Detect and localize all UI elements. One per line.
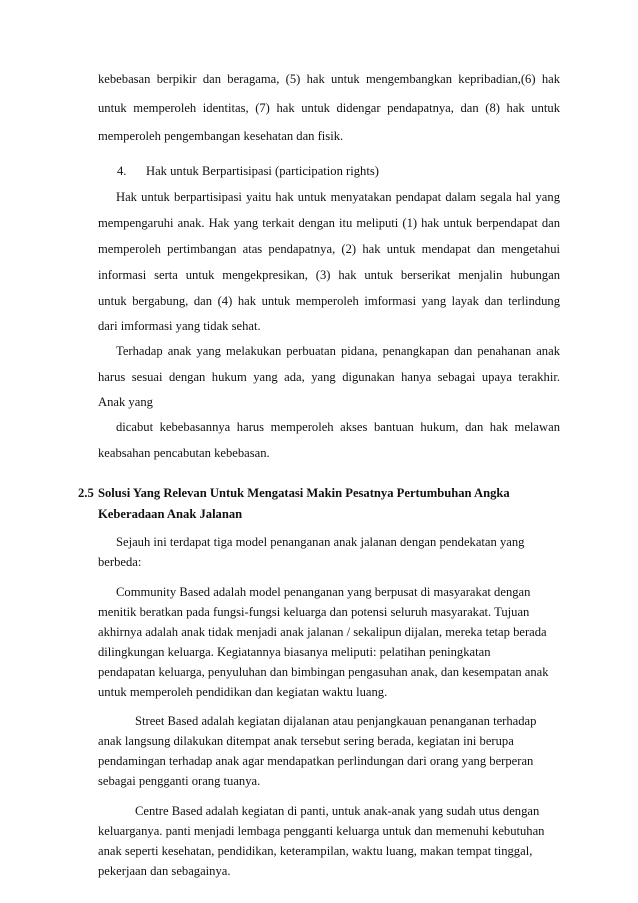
community-line-3: akhirnya adalah anak tidak menjadi anak jalanan / sekalipun dijalan, mereka tetap berada: [98, 625, 547, 639]
section-title-line-1: Solusi Yang Relevan Untuk Mengatasi Makin Pesatnya Pertumbuhan Angka: [98, 486, 510, 500]
top-paragraph-line-3: memperoleh pengembangan kesehatan dan fisik.: [98, 129, 344, 143]
participation-line-6: dari imformasi yang tidak sehat.: [98, 319, 261, 333]
centre-line-3: anak seperti kesehatan, pendidikan, keterampilan, waktu luang, makan tempat tinggal,: [98, 844, 533, 858]
community-line-1: Community Based adalah model penanganan yang berpusat di masyarakat dengan: [116, 585, 531, 599]
intro-line-2: berbeda:: [98, 555, 142, 569]
section-title-line-2: Keberadaan Anak Jalanan: [98, 507, 243, 521]
centre-line-2: keluarganya. panti menjadi lembaga pengganti keluarga untuk dan memenuhi kebutuhan: [98, 824, 545, 838]
section-number: 2.5: [78, 486, 94, 500]
community-line-4: dilingkungan keluarga. Kegiatannya biasanya meliputi: pelatihan peningkatan: [98, 645, 491, 659]
pidana-line-3: Anak yang: [98, 395, 153, 409]
top-paragraph-line-2: untuk memperoleh identitas, (7) hak untuk didengar pendapatnya, dan (8) hak untuk: [98, 101, 560, 115]
street-line-4: sebagai pengganti orang tuanya.: [98, 774, 261, 788]
list-item-number: 4.: [117, 164, 127, 178]
participation-line-3: memperoleh pertimbangan atas pendapatnya, (2) hak untuk mendapat dan mengetahui: [98, 242, 560, 256]
centre-line-4: pekerjaan dan sebagainya.: [98, 864, 231, 878]
participation-line-1: Hak untuk berpartisipasi yaitu hak untuk menyatakan pendapat dalam segala hal yang: [116, 190, 560, 204]
community-line-5: pendapatan keluarga, penyuluhan dan bimbingan pengasuhan anak, dan kesempatan anak: [98, 665, 549, 679]
community-line-2: menitik beratkan pada fungsi-fungsi keluarga dan potensi seluruh masyarakat. Tujuan: [98, 605, 530, 619]
centre-line-1: Centre Based adalah kegiatan di panti, untuk anak-anak yang sudah utus dengan: [135, 804, 540, 818]
pidana-line-5: keabsahan pencabutan kebebasan.: [98, 446, 270, 460]
pidana-line-2: harus sesuai dengan hukum yang ada, yang digunakan hanya sebagai upaya terakhir.: [98, 370, 560, 384]
community-line-6: untuk memperoleh pendidikan dan kegiatan waktu luang.: [98, 685, 388, 699]
pidana-line-4: dicabut kebebasannya harus memperoleh akses bantuan hukum, dan hak melawan: [116, 420, 560, 434]
intro-line-1: Sejauh ini terdapat tiga model penanganan anak jalanan dengan pendekatan yang: [116, 535, 525, 549]
top-paragraph-line-1: kebebasan berpikir dan beragama, (5) hak untuk mengembangkan kepribadian,(6) hak: [98, 72, 560, 86]
participation-line-2: mempengaruhi anak. Hak yang terkait dengan itu meliputi (1) hak untuk berpendapat dan: [98, 216, 560, 230]
street-line-1: Street Based adalah kegiatan dijalanan atau penjangkauan penanganan terhadap: [135, 714, 537, 728]
street-line-2: anak langsung dilakukan ditempat anak tersebut sering berada, kegiatan ini berupa: [98, 734, 514, 748]
list-item-title: Hak untuk Berpartisipasi (participation rights): [146, 164, 379, 178]
participation-line-4: informasi serta untuk mengekpresikan, (3) hak untuk berserikat menjalin hubungan: [98, 268, 560, 282]
participation-line-5: untuk bergabung, dan (4) hak untuk memperoleh imformasi yang layak dan terlindung: [98, 294, 560, 308]
street-line-3: pendamingan terhadap anak agar mendapatkan perlindungan dari orang yang berperan: [98, 754, 534, 768]
pidana-line-1: Terhadap anak yang melakukan perbuatan pidana, penangkapan dan penahanan anak: [116, 344, 560, 358]
